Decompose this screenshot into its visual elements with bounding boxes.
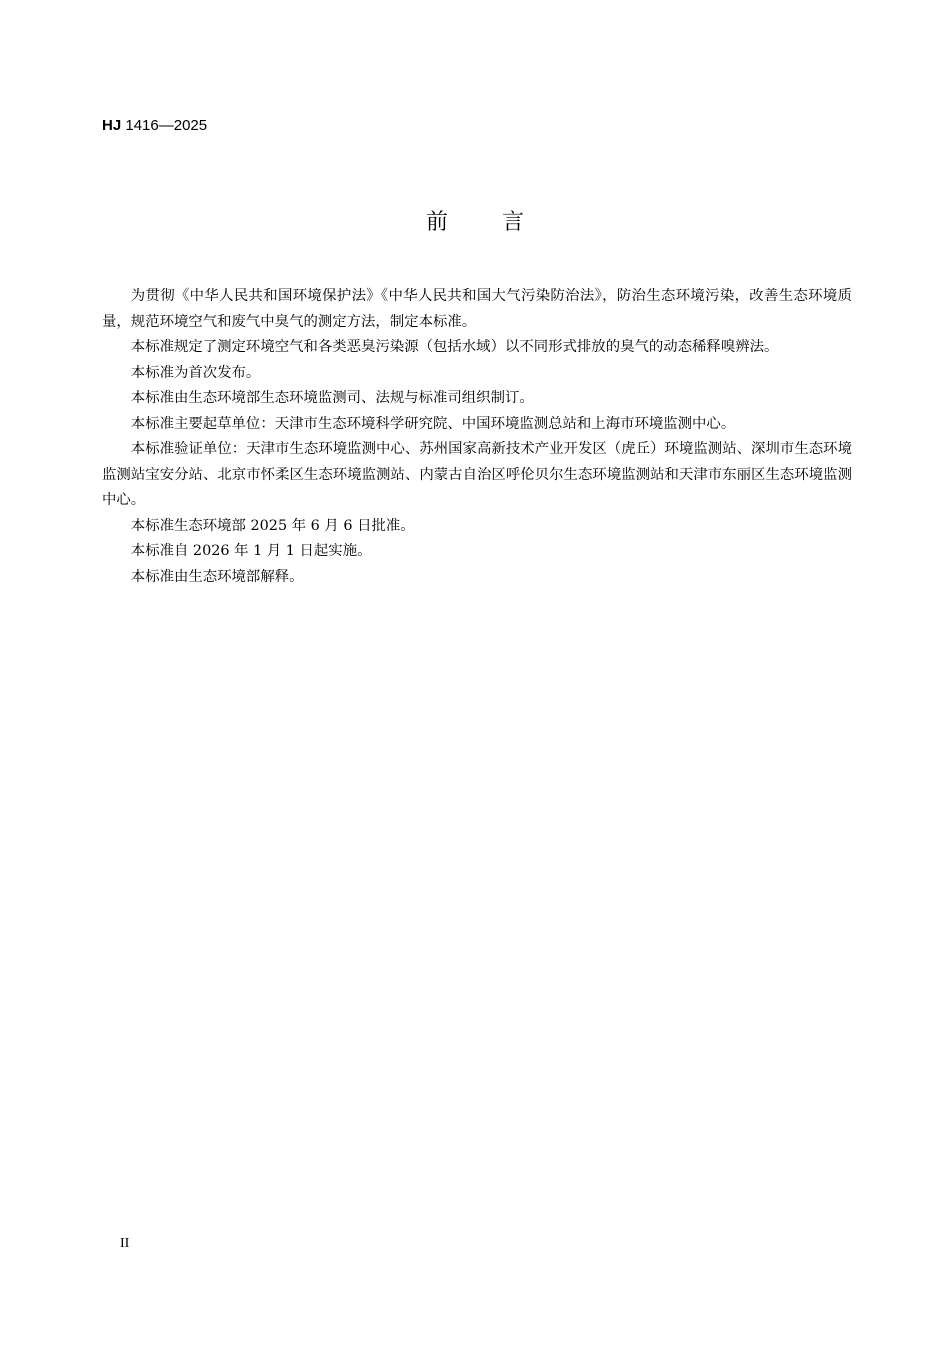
standard-code-prefix: HJ bbox=[102, 117, 122, 134]
paragraph-verification-units: 本标准验证单位：天津市生态环境监测中心、苏州国家高新技术产业开发区（虎丘）环境监测站、深圳市生态环境监测站宝安分站、北京市怀柔区生态环境监测站、内蒙古自治区呼伦贝尔生态环境监测站和天津市东丽区生态环境监测中心。 bbox=[102, 441, 852, 508]
paragraph-effective-date: 本标准自 2026 年 1 月 1 日起实施。 bbox=[130, 543, 372, 559]
paragraph-scope: 本标准规定了测定环境空气和各类恶臭污染源（包括水域）以不同形式排放的臭气的动态稀释嗅辨法。 bbox=[130, 339, 779, 355]
page-title bbox=[0, 206, 950, 240]
page-number: II bbox=[120, 1236, 130, 1251]
paragraph-organizer: 本标准由生态环境部生态环境监测司、法规与标准司组织制订。 bbox=[130, 390, 534, 406]
paragraph-purpose: 为贯彻《中华人民共和国环境保护法》《中华人民共和国大气污染防治法》，防治生态环境污染，改善生态环境质量，规范环境空气和废气中臭气的测定方法，制定本标准。 bbox=[102, 288, 852, 330]
foreword-body bbox=[102, 284, 852, 590]
paragraph-interpretation: 本标准由生态环境部解释。 bbox=[130, 568, 304, 585]
paragraph-drafting-units: 本标准主要起草单位：天津市生态环境科学研究院、中国环境监测总站和上海市环境监测中心。 bbox=[130, 415, 736, 432]
page-title-char-1: 前 bbox=[425, 210, 448, 235]
standard-code-number: 1416—2025 bbox=[125, 117, 208, 134]
paragraph-first-release: 本标准为首次发布。 bbox=[130, 364, 261, 381]
paragraph-approval-date: 本标准生态环境部 2025 年 6 月 6 日批准。 bbox=[130, 517, 415, 534]
standard-code bbox=[102, 116, 207, 136]
page-title-char-2: 言 bbox=[502, 210, 525, 235]
